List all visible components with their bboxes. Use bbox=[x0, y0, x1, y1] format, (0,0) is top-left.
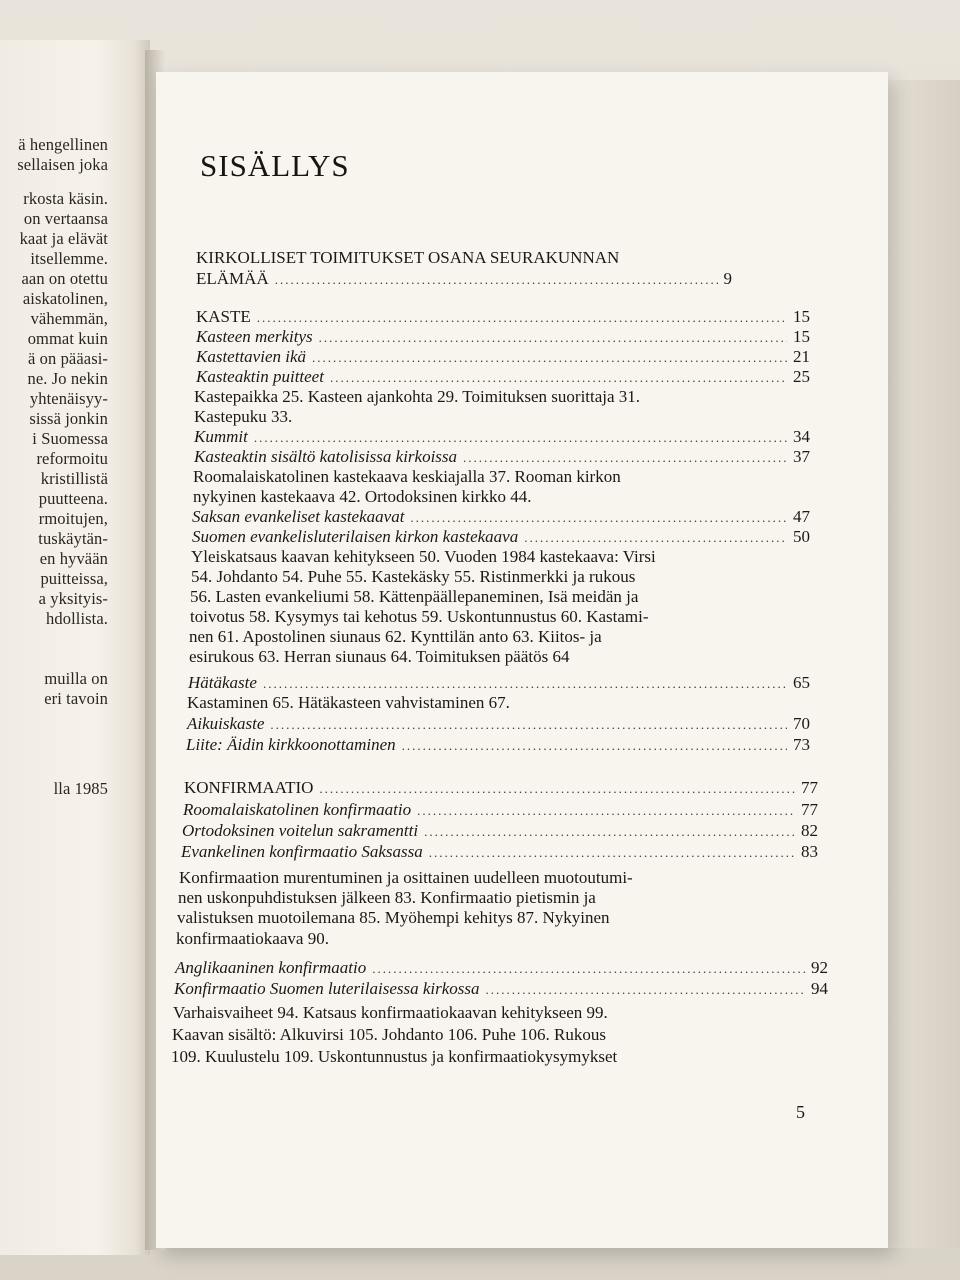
left-page-line: reformoitu bbox=[36, 449, 108, 468]
toc-subtopics-line: 54. Johdanto 54. Puhe 55. Kastekäsky 55. Ristinmerkki ja rukous bbox=[191, 567, 636, 586]
toc-entry bbox=[181, 842, 818, 862]
right-page bbox=[156, 72, 888, 1248]
left-page-line: ä hengellinen bbox=[18, 135, 108, 154]
toc-leader-dots bbox=[424, 824, 795, 840]
left-page-line: sissä jonkin bbox=[29, 409, 108, 428]
left-page-line: rkosta käsin. bbox=[23, 189, 108, 208]
left-page-line: itsellemme. bbox=[30, 249, 108, 268]
left-page-line: yhtenäisyy- bbox=[29, 389, 108, 408]
toc-entry bbox=[196, 307, 810, 327]
toc-subtopics-line: KIRKOLLISET TOIMITUKSET OSANA SEURAKUNNAN bbox=[196, 248, 620, 267]
toc-leader-dots bbox=[524, 530, 787, 546]
toc-subtopics-line: konfirmaatiokaava 90. bbox=[176, 929, 329, 948]
toc-page-number: 25 bbox=[793, 367, 810, 386]
toc-subtopics-line: Konfirmaation murentuminen ja osittainen uudelleen muotoutumi- bbox=[179, 868, 633, 887]
toc-leader-dots bbox=[410, 510, 787, 526]
toc-entry bbox=[182, 821, 818, 841]
left-page-line: hdollista. bbox=[46, 609, 108, 628]
toc-subtopics-line: valistuksen muotoilemana 85. Myöhempi kehitys 87. Nykyinen bbox=[177, 908, 610, 927]
toc-leader-dots bbox=[254, 430, 787, 446]
toc-page-number: 15 bbox=[793, 327, 810, 346]
toc-entry-label: KONFIRMAATIO bbox=[184, 778, 314, 797]
toc-page-number: 82 bbox=[801, 821, 818, 840]
toc-entry bbox=[194, 427, 810, 447]
left-page-line: a yksityis- bbox=[38, 589, 108, 608]
toc-entry bbox=[192, 527, 810, 547]
left-page-line: ä on pääasi- bbox=[28, 349, 108, 368]
toc-subtopics-line: nen 61. Apostolinen siunaus 62. Kynttilän anto 63. Kiitos- ja bbox=[189, 627, 602, 646]
toc-leader-dots bbox=[257, 310, 787, 326]
toc-leader-dots bbox=[372, 961, 805, 977]
left-page-line: eri tavoin bbox=[44, 689, 108, 708]
left-page-line: i Suomessa bbox=[32, 429, 108, 448]
toc-entry bbox=[196, 327, 810, 347]
toc-page-number: 15 bbox=[793, 307, 810, 326]
toc-entry bbox=[196, 367, 810, 387]
toc-page-number: 47 bbox=[793, 507, 810, 526]
left-page-line: puitteissa, bbox=[40, 569, 108, 588]
toc-subtopics-line: nen uskonpuhdistuksen jälkeen 83. Konfirmaatio pietismin ja bbox=[178, 888, 596, 907]
left-page-line: muilla on bbox=[44, 669, 108, 688]
toc-entry-label: Ortodoksinen voitelun sakramentti bbox=[182, 821, 419, 840]
toc-subtopics-line: Kastaminen 65. Hätäkasteen vahvistaminen 67. bbox=[187, 693, 510, 712]
left-page-line: on vertaansa bbox=[23, 209, 108, 228]
left-page-line: vähemmän, bbox=[30, 309, 108, 328]
left-page-line: aan on otettu bbox=[21, 269, 108, 288]
toc-page-number: 77 bbox=[801, 800, 818, 819]
toc-entry-label: Kasteaktin puitteet bbox=[196, 367, 324, 386]
toc-entry-label: Anglikaaninen konfirmaatio bbox=[175, 958, 367, 977]
left-page-line: lla 1985 bbox=[53, 779, 108, 798]
toc-entry-label: Suomen evankelisluterilaisen kirkon kastekaava bbox=[192, 527, 519, 546]
left-page-line: ne. Jo nekin bbox=[27, 369, 108, 388]
toc-page-number: 73 bbox=[793, 735, 810, 754]
left-page-line: kaat ja elävät bbox=[19, 229, 108, 248]
toc-entry bbox=[183, 800, 818, 820]
toc-leader-dots bbox=[275, 272, 718, 288]
table-of-contents bbox=[156, 72, 888, 1248]
toc-entry-label: Saksan evankeliset kastekaavat bbox=[192, 507, 405, 526]
toc-leader-dots bbox=[263, 676, 787, 692]
toc-subtopics-line: 56. Lasten evankeliumi 58. Kättenpäällepaneminen, Isä meidän ja bbox=[190, 587, 639, 606]
toc-page-number: 37 bbox=[793, 447, 810, 466]
toc-subtopics-line: Kastepuku 33. bbox=[194, 407, 293, 426]
left-page-line: tuskäytän- bbox=[38, 529, 108, 548]
toc-entry-label: KASTE bbox=[196, 307, 251, 326]
left-page-line: rmoitujen, bbox=[38, 509, 108, 528]
toc-entry bbox=[188, 673, 810, 693]
page-edge-stack bbox=[888, 80, 960, 1248]
toc-entry bbox=[194, 447, 810, 467]
toc-entry bbox=[186, 735, 810, 755]
toc-subtopics-line: Yleiskatsaus kaavan kehitykseen 50. Vuoden 1984 kastekaava: Virsi bbox=[191, 547, 656, 566]
left-page bbox=[0, 40, 150, 1255]
toc-entry bbox=[196, 347, 810, 367]
toc-page-number: 9 bbox=[723, 269, 732, 288]
toc-entry-label: Evankelinen konfirmaatio Saksassa bbox=[181, 842, 423, 861]
toc-page-number: 65 bbox=[793, 673, 810, 692]
toc-subtopics-line: toivotus 58. Kysymys tai kehotus 59. Uskontunnustus 60. Kastami- bbox=[190, 607, 649, 626]
toc-subtopics-line: esirukous 63. Herran siunaus 64. Toimituksen päätös 64 bbox=[189, 647, 570, 666]
page-title: SISÄLLYS bbox=[200, 148, 350, 183]
toc-leader-dots bbox=[417, 803, 795, 819]
toc-entry bbox=[196, 269, 732, 289]
toc-page-number: 34 bbox=[793, 427, 810, 446]
left-page-line: kristillistä bbox=[40, 469, 108, 488]
toc-page-number: 94 bbox=[811, 979, 828, 998]
toc-leader-dots bbox=[402, 738, 787, 754]
toc-page-number: 92 bbox=[811, 958, 828, 977]
toc-entry-label: Kasteen merkitys bbox=[196, 327, 313, 346]
left-page-line: puutteena. bbox=[38, 489, 108, 508]
toc-leader-dots bbox=[429, 845, 795, 861]
toc-subtopics-line: nykyinen kastekaava 42. Ortodoksinen kirkko 44. bbox=[193, 487, 532, 506]
toc-entry-label: Aikuiskaste bbox=[187, 714, 265, 733]
toc-subtopics-line: Kastepaikka 25. Kasteen ajankohta 29. Toimituksen suorittaja 31. bbox=[194, 387, 641, 406]
toc-entry bbox=[175, 958, 828, 978]
toc-subtopics-line: 109. Kuulustelu 109. Uskontunnustus ja konfirmaatiokysymykset bbox=[171, 1047, 618, 1066]
left-page-line: sellaisen joka bbox=[17, 155, 108, 174]
toc-page-number: 83 bbox=[801, 842, 818, 861]
toc-entry-label: Kasteaktin sisältö katolisissa kirkoissa bbox=[194, 447, 458, 466]
toc-page-number: 70 bbox=[793, 714, 810, 733]
toc-subtopics-line: Roomalaiskatolinen kastekaava keskiajalla 37. Rooman kirkon bbox=[193, 467, 621, 486]
toc-entry bbox=[184, 778, 818, 798]
toc-entry-label: Hätäkaste bbox=[188, 673, 257, 692]
toc-leader-dots bbox=[270, 717, 787, 733]
toc-entry-label: Konfirmaatio Suomen luterilaisessa kirkossa bbox=[174, 979, 480, 998]
toc-entry-label: Kummit bbox=[194, 427, 248, 446]
toc-entry bbox=[192, 507, 810, 527]
toc-leader-dots bbox=[319, 781, 795, 797]
toc-leader-dots bbox=[330, 370, 787, 386]
toc-subtopics-line: Varhaisvaiheet 94. Katsaus konfirmaatiokaavan kehitykseen 99. bbox=[173, 1003, 608, 1022]
toc-entry bbox=[187, 714, 810, 734]
toc-entry bbox=[174, 979, 828, 999]
toc-leader-dots bbox=[463, 450, 787, 466]
toc-entry-label: Liite: Äidin kirkkoonottaminen bbox=[186, 735, 396, 754]
toc-entry-label: ELÄMÄÄ bbox=[196, 269, 269, 288]
left-page-line: aiskatolinen, bbox=[22, 289, 108, 308]
left-page-line: en hyvään bbox=[39, 549, 108, 568]
toc-entry-label: Kastettavien ikä bbox=[196, 347, 307, 366]
toc-page-number: 50 bbox=[793, 527, 810, 546]
toc-leader-dots bbox=[486, 982, 805, 998]
toc-leader-dots bbox=[319, 330, 787, 346]
toc-subtopics-line: Kaavan sisältö: Alkuvirsi 105. Johdanto 106. Puhe 106. Rukous bbox=[172, 1025, 606, 1044]
toc-page-number: 21 bbox=[793, 347, 810, 366]
toc-entry-label: Roomalaiskatolinen konfirmaatio bbox=[183, 800, 412, 819]
toc-page-number: 77 bbox=[801, 778, 818, 797]
left-page-line: ommat kuin bbox=[27, 329, 108, 348]
toc-leader-dots bbox=[312, 350, 787, 366]
page-number: 5 bbox=[796, 1102, 805, 1122]
